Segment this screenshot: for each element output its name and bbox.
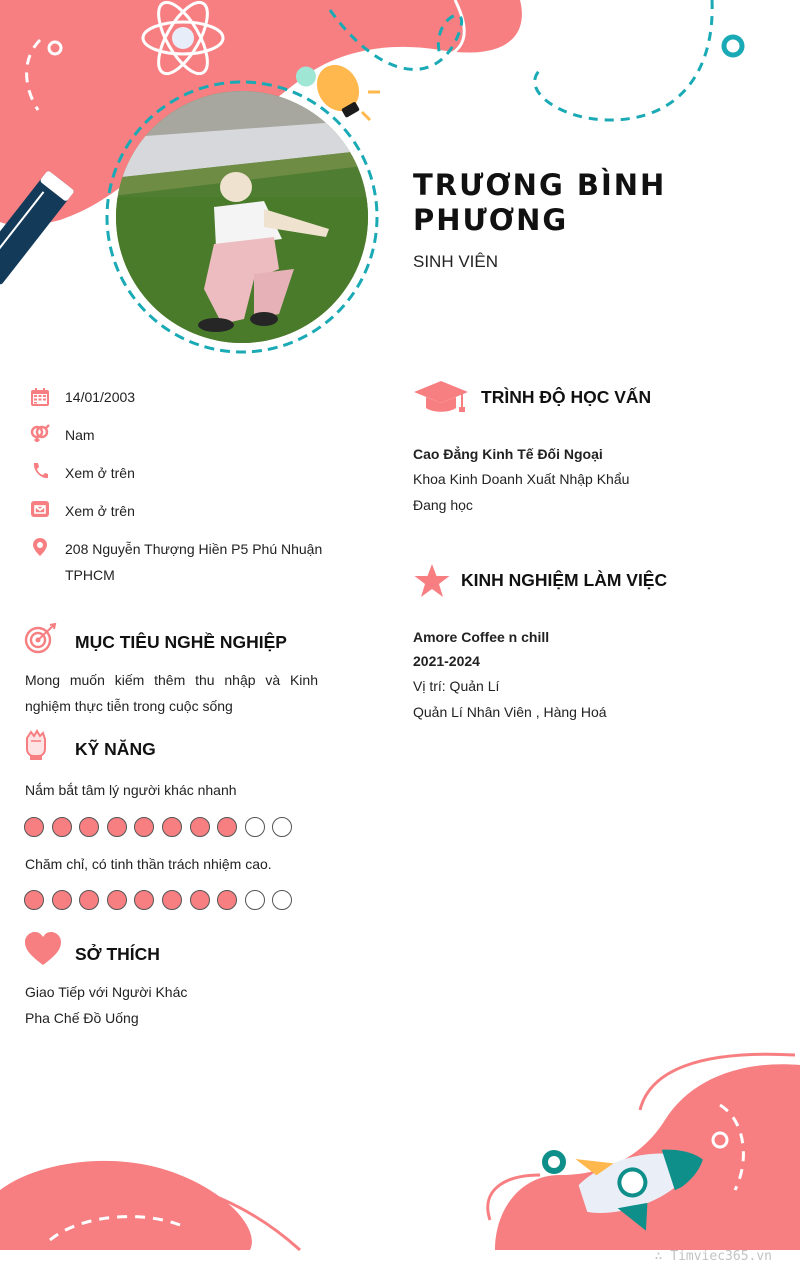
target-icon xyxy=(24,622,58,654)
rating-dot-filled xyxy=(107,817,127,837)
experience-description: Quản Lí Nhân Viên , Hàng Hoá xyxy=(413,704,607,720)
candidate-name: TRƯƠNG BÌNH PHƯƠNG xyxy=(413,168,667,237)
rating-dot-filled xyxy=(24,817,44,837)
candidate-position: SINH VIÊN xyxy=(413,252,499,271)
experience-period: 2021-2024 xyxy=(413,653,480,669)
skill-rating xyxy=(24,890,292,910)
phone-text: Xem ở trên xyxy=(65,465,135,481)
hobby-item: Giao Tiếp với Người Khác xyxy=(25,984,188,1000)
footer-brand: ∴ Timviec365.vn xyxy=(654,1249,772,1264)
rating-dot-empty xyxy=(245,817,265,837)
experience-title: KINH NGHIỆM LÀM VIỆC xyxy=(461,570,668,590)
rating-dot-filled xyxy=(162,890,182,910)
skill-name: Chăm chỉ, có tinh thần trách nhiệm cao. xyxy=(25,856,272,872)
gender-icon xyxy=(30,423,50,443)
location-pin-icon xyxy=(30,537,50,557)
objective-text: Mong muốn kiếm thêm thu nhập và Kinh nghiệm thực tiễn trong cuộc sống xyxy=(25,672,318,714)
rating-dot-empty xyxy=(272,890,292,910)
email-text: Xem ở trên xyxy=(65,503,135,519)
skill-name: Nắm bắt tâm lý người khác nhanh xyxy=(25,782,237,798)
rating-dot-filled xyxy=(162,817,182,837)
skills-title: KỸ NĂNG xyxy=(75,739,156,759)
rating-dot-empty xyxy=(245,890,265,910)
education-status: Đang học xyxy=(413,497,473,513)
rating-dot-filled xyxy=(79,817,99,837)
gender-text: Nam xyxy=(65,427,95,443)
heart-icon xyxy=(24,932,62,966)
experience-company: Amore Coffee n chill xyxy=(413,629,550,645)
footer-brand-text: Timviec365.vn xyxy=(670,1249,772,1264)
rating-dot-filled xyxy=(52,890,72,910)
rating-dot-filled xyxy=(134,890,154,910)
experience-role: Vị trí: Quản Lí xyxy=(413,678,500,694)
rating-dot-filled xyxy=(217,890,237,910)
hobbies-title: SỞ THÍCH xyxy=(75,944,160,964)
objective-title: MỤC TIÊU NGHỀ NGHIỆP xyxy=(75,632,287,652)
rating-dot-filled xyxy=(190,890,210,910)
email-icon xyxy=(30,499,50,519)
skill-rating xyxy=(24,817,292,837)
rating-dot-empty xyxy=(272,817,292,837)
rating-dot-filled xyxy=(107,890,127,910)
hobby-item: Pha Chế Đồ Uống xyxy=(25,1010,139,1026)
address-text: 208 Nguyễn Thượng Hiền P5 Phú Nhuận TPHCM xyxy=(65,541,323,583)
rating-dot-filled xyxy=(190,817,210,837)
calendar-icon xyxy=(30,387,50,407)
avatar xyxy=(104,79,380,355)
graduation-cap-icon xyxy=(413,380,469,414)
phone-icon xyxy=(30,461,50,481)
rating-dot-filled xyxy=(52,817,72,837)
rating-dot-filled xyxy=(79,890,99,910)
fist-icon xyxy=(24,729,48,761)
birthday-text: 14/01/2003 xyxy=(65,389,136,405)
rating-dot-filled xyxy=(134,817,154,837)
education-school: Cao Đẳng Kinh Tế Đối Ngoại xyxy=(413,446,603,462)
rating-dot-filled xyxy=(217,817,237,837)
education-major: Khoa Kinh Doanh Xuất Nhập Khẩu xyxy=(413,471,630,487)
education-title: TRÌNH ĐỘ HỌC VẤN xyxy=(481,387,652,407)
star-icon xyxy=(413,563,451,599)
rating-dot-filled xyxy=(24,890,44,910)
